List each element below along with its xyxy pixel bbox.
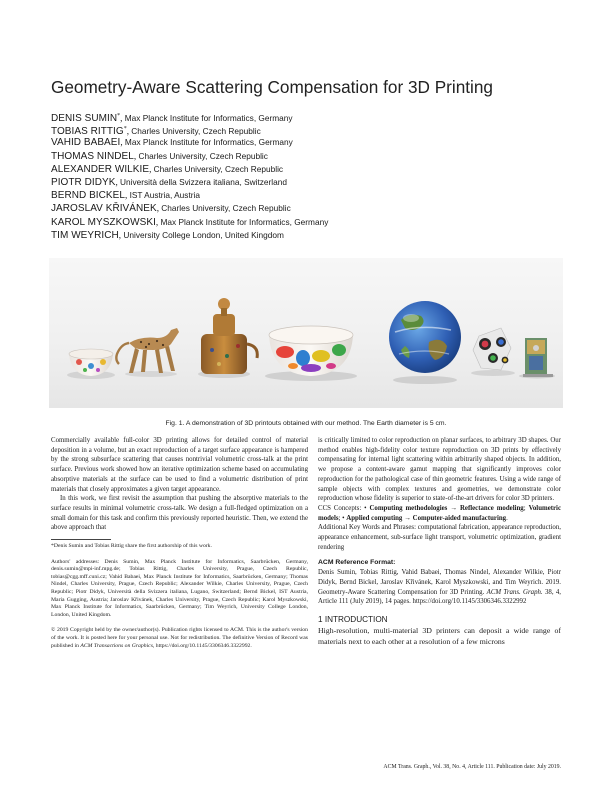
- author-entry: JAROSLAV KŘIVÁNEK, Charles University, Czech Republic: [51, 203, 291, 215]
- author-name: DENIS SUMIN: [51, 113, 118, 124]
- teaser-figure: [49, 258, 563, 408]
- author-affiliation: Charles University, Czech Republic: [161, 203, 291, 214]
- ccs-term: Volumetric models: [318, 504, 561, 522]
- author-entry: BERND BICKEL, IST Austria, Austria: [51, 190, 200, 202]
- right-column: [318, 436, 561, 647]
- introduction-heading: 1 INTRODUCTION: [318, 614, 388, 624]
- author-entry: TIM WEYRICH, University College London, United Kingdom: [51, 229, 284, 241]
- copyright-doi: , https://doi.org/10.1145/3306346.3322992.: [152, 642, 252, 649]
- author-affiliation: Charles University, Czech Republic: [138, 150, 268, 161]
- author-entry: PIOTR DIDYK, Università della Svizzera italiana, Switzerland: [51, 176, 287, 188]
- reference-format-heading: ACM Reference Format:: [318, 559, 396, 567]
- figure-caption: Fig. 1. A demonstration of 3D printouts obtained with our method. The Earth diameter is 5 cm.: [165, 420, 447, 427]
- author-affiliation: Max Planck Institute for Informatics, Germany: [160, 216, 329, 227]
- ccs-label: CCS Concepts: •: [318, 504, 370, 512]
- additional-keywords: Additional Key Words and Phrases: computational fabrication, appearance reproduction, appearance enhancement, sub-surface light transport, volumetric optimization, gradient rendering: [318, 524, 561, 551]
- reference-citation: [318, 568, 561, 607]
- ccs-term: Computing methodologies: [369, 504, 448, 512]
- ccs-separator: ; •: [338, 514, 347, 522]
- author-list: [51, 110, 571, 242]
- author-affiliation: Max Planck Institute for Informatics, Germany: [124, 137, 293, 148]
- author-name: JAROSLAV KŘIVÁNEK: [51, 203, 157, 215]
- ccs-concepts: [318, 504, 561, 523]
- footnote-rule: [51, 539, 111, 540]
- abstract-paragraph-2: In this work, we first revisit the assumption that pushing the absorptive materials to the surface results in minimal volumetric cross-talk. We design a full-fledged optimization on a small domain for this task and confirm this previously reported heuristic. Then, we extend the above approach that: [51, 495, 308, 532]
- copyright-notice: [51, 627, 308, 650]
- author-affiliation: Università della Svizzera italiana, Switzerland: [120, 176, 287, 187]
- equal-contribution-footnote: *Denis Sumin and Tobias Rittig share the first authorship of this work.: [51, 543, 212, 550]
- author-entry: TOBIAS RITTIG*, Charles University, Czech Republic: [51, 126, 261, 138]
- ccs-term: Applied computing: [346, 514, 403, 522]
- author-entry: DENIS SUMIN*, Max Planck Institute for Informatics, Germany: [51, 113, 293, 124]
- large-bowl-print: [265, 326, 357, 381]
- author-name: TOBIAS RITTIG: [51, 126, 124, 138]
- copyright-text: © 2019 Copyright held by the owner/author(s). Publication rights licensed to ACM. This is the author's version of the work. It is posted here for your personal use. Not for redistribution. The definitive Version of Record was published in: [51, 627, 308, 649]
- author-name: PIOTR DIDYK: [51, 176, 116, 188]
- author-name: KAROL MYSZKOWSKI: [51, 216, 156, 228]
- author-entry: THOMAS NINDEL, Charles University, Czech Republic: [51, 150, 268, 162]
- small-bowl-print: [67, 349, 115, 379]
- abstract-paragraph-1: Commercially available full-color 3D printing allows for detailed control of material deposition in a volume, but an exact reproduction of a target surface appearance is hampered by the strong subsurface scattering that causes nontrivial volumetric cross-talk at the print surface. Previous work showed how an iterative optimization scheme based on accumulating absorptive materials at the surface can be used to find a volumetric distribution of print materials that closely approximates a given target appearance.: [51, 437, 308, 493]
- author-entry: KAROL MYSZKOWSKI, Max Planck Institute for Informatics, Germany: [51, 216, 329, 228]
- author-name: ALEXANDER WILKIE: [51, 163, 150, 175]
- reference-details: 38, 4, Article 111 (July 2019), 14 pages. https://doi.org/10.1145/3306346.3322992: [318, 588, 562, 606]
- author-entry: ALEXANDER WILKIE, Charles University, Czech Republic: [51, 163, 284, 175]
- page-footer: ACM Trans. Graph., Vol. 38, No. 4, Article 111. Publication date: July 2019.: [383, 764, 561, 770]
- ccs-arrow: →: [447, 504, 460, 512]
- introduction-text: High-resolution, multi-material 3D printers can deposit a wide range of materials next to each other at a resolution of a few microns: [318, 625, 561, 646]
- copyright-venue: ACM Transactions on Graphics: [80, 642, 153, 649]
- reference-journal: ACM Trans. Graph.: [486, 588, 543, 596]
- ccs-term: Computer-aided manufacturing: [412, 514, 507, 522]
- ccs-term: Reflectance modeling: [459, 504, 524, 512]
- author-affiliation: Charles University, Czech Republic: [153, 163, 284, 174]
- author-mark: *: [123, 126, 127, 133]
- author-affiliation: IST Austria, Austria: [129, 190, 200, 201]
- author-affiliation: Max Planck Institute for Informatics, Germany: [124, 113, 293, 123]
- author-name: THOMAS NINDEL: [51, 150, 134, 162]
- author-addresses-footnote: Authors' addresses: Denis Sumin, Max Planck Institute for Informatics, Saarbrücken, Germany, denis.sumin@mpi-inf.mpg.de; Tobias Rittig, Charles University, Prague, Czech Republic, tobias@cgg.mff.cuni.cz; Vahid Babaei, Max Planck Institute for Informatics, Saarbrücken, Germany; Thomas Nindel, Charles University, Prague, Czech Republic; Alexander Wilkie, Charles University, Prague, Czech Republic; Piotr Didyk, Università della Svizzera italiana, Lugano, Switzerland; Bernd Bickel, IST Austria, Maria Gugging, Austria; Jaroslav Křivánek, Charles University, Prague, Czech Republic; Karol Myszkowski, Max Planck Institute for Informatics, Saarbrücken, Germany; Tim Weyrich, University College London, London, United Kingdom.: [51, 558, 308, 618]
- ccs-end: .: [506, 514, 508, 522]
- ccs-separator: ;: [523, 504, 529, 512]
- paper-title: Geometry-Aware Scattering Compensation for 3D Printing: [51, 77, 493, 97]
- author-entry: VAHID BABAEI, Max Planck Institute for Informatics, Germany: [51, 137, 293, 149]
- abstract-continuation: is critically limited to color reproduction on planar surfaces, to arbitrary 3D shapes. Our method enables high-fidelity color texture reproduction on 3D prints by effectively compensating for internal light scattering within arbitrarily shaped objects. In addition, we propose a content-aware gamut mapping that significantly improves color reproduction for the pathological case of thin geometric features. Using a wide range of sample objects with complex textures and geometries, we demonstrate color reproduction whose fidelity is superior to state-of-the-art drivers for color 3D printers.: [318, 437, 561, 503]
- author-name: BERND BICKEL: [51, 190, 125, 202]
- left-column: [51, 436, 308, 650]
- author-mark: *: [117, 113, 121, 119]
- author-name: VAHID BABAEI: [51, 137, 121, 149]
- author-affiliation: University College London, United Kingdom: [123, 229, 284, 240]
- reference-authors: Denis Sumin, Tobias Rittig, Vahid Babaei, Thomas Nindel, Alexander Wilkie, Piotr Didyk, Bernd Bickel, Jaroslav Křivánek, Karol Myszkowski, and Tim Weyrich. 2019. Geometry-Aware Scattering Compensation for 3D Printing.: [318, 569, 561, 596]
- author-name: TIM WEYRICH: [51, 229, 119, 241]
- ccs-arrow: →: [402, 514, 413, 522]
- author-affiliation: Charles University, Czech Republic: [131, 126, 261, 137]
